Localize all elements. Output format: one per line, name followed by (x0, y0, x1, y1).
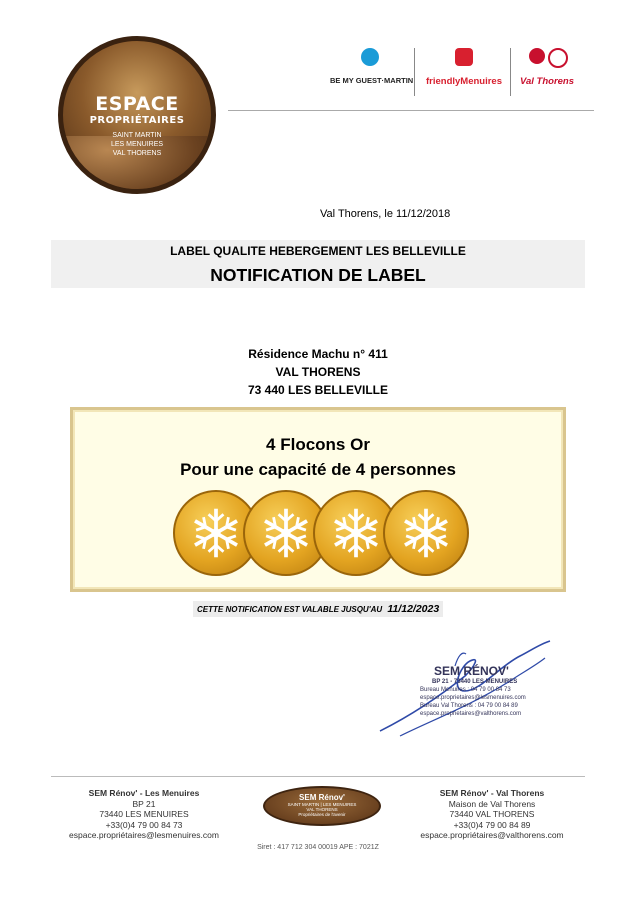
siret-line: Siret : 417 712 304 00019 APE : 7021Z (257, 844, 379, 851)
brand-name: friendlyMenuires (425, 76, 503, 87)
footer-email: espace.propriétaires@valthorens.com (420, 830, 564, 840)
header-rule (228, 110, 594, 111)
footer-line: Maison de Val Thorens (448, 798, 536, 809)
footer-line: 73440 LES MENUIRES (99, 809, 189, 819)
valthorens-icon (529, 48, 565, 66)
stamp-line: BP 21 - 73440 LES MENUIRES (432, 679, 518, 685)
title-banner (51, 240, 585, 288)
validity-date: 11/12/2023 (387, 603, 440, 615)
footer-line: +33(0)4 79 00 84 73 (105, 819, 183, 830)
stamp-company: SEM RÉNOV' (434, 664, 509, 678)
date-line: Val Thorens, le 11/12/2018 (320, 208, 451, 220)
brand-divider (414, 48, 415, 96)
footer-line: +33(0)4 79 00 84 89 (453, 819, 531, 830)
footer-logo-sub: VAL THORENS (306, 807, 338, 812)
award-title (73, 432, 563, 482)
award-box (70, 407, 566, 592)
validity-text: CETTE NOTIFICATION EST VALABLE JUSQU'AU (197, 605, 383, 614)
sem-renov-logo (263, 786, 381, 826)
footer-logo-sub: SAINT MARTIN | LES MENUIRES (287, 802, 357, 807)
snowflake-rating (173, 490, 473, 578)
label-heading: LABEL QUALITE HEBERGEMENT LES BELLEVILLE (170, 244, 466, 258)
logo-place: VAL THORENS (112, 150, 162, 157)
brand-val-thorens (514, 44, 580, 100)
stamp-line: Bureau Menuires : 04 79 00 84 73 (420, 687, 511, 693)
logo-place: SAINT MARTIN (112, 132, 162, 139)
logo-place: LES MENUIRES (110, 141, 164, 148)
footer-rule (51, 776, 585, 777)
guest-icon (361, 48, 379, 66)
snowflake-medal-icon (383, 490, 469, 576)
footer-line: 73440 VAL THORENS (449, 809, 535, 819)
notification-title: NOTIFICATION DE LABEL (210, 265, 426, 285)
brand-be-my-guest (330, 44, 414, 100)
address-line: Résidence Machu n° 411 (248, 347, 388, 361)
address-line: 73 440 LES BELLEVILLE (247, 383, 389, 397)
address-line: VAL THORENS (275, 365, 361, 379)
menuires-icon (455, 48, 473, 66)
brand-divider (510, 48, 511, 96)
logo-title: ESPACE (95, 93, 179, 115)
footer-company-name: SEM Rénov' - Val Thorens (439, 788, 545, 798)
stamp-line: espace.proprietaires@lesmenuires.com (420, 695, 526, 701)
footer-les-menuires (44, 788, 244, 841)
footer-logo-sub: Propriétaires de l'avenir (298, 812, 346, 817)
footer-logo-title: SEM Rénov' (299, 793, 345, 802)
logo-subtitle: PROPRIÉTAIRES (89, 115, 185, 126)
espace-proprietaires-logo (58, 36, 216, 194)
brand-friendly-menuires (418, 44, 510, 100)
company-stamp (412, 664, 552, 718)
award-capacity: Pour une capacité de 4 personnes (180, 460, 456, 479)
award-rating: 4 Flocons Or (266, 435, 370, 454)
brand-name: BE MY GUEST·MARTIN (330, 76, 414, 85)
stamp-line: Bureau Val Thorens : 04 79 00 84 89 (420, 703, 518, 709)
footer-company-name: SEM Rénov' - Les Menuires (88, 788, 200, 798)
footer-val-thorens (392, 788, 592, 841)
footer-line: BP 21 (132, 798, 156, 809)
stamp-line: espace.proprietaires@valthorens.com (420, 711, 522, 717)
partner-brands (330, 44, 580, 100)
logo-places (63, 131, 211, 158)
footer-email: espace.propriétaires@lesmenuires.com (69, 830, 219, 840)
property-address (0, 345, 636, 399)
validity-notice (193, 601, 443, 617)
brand-name: Val Thorens (519, 76, 575, 87)
